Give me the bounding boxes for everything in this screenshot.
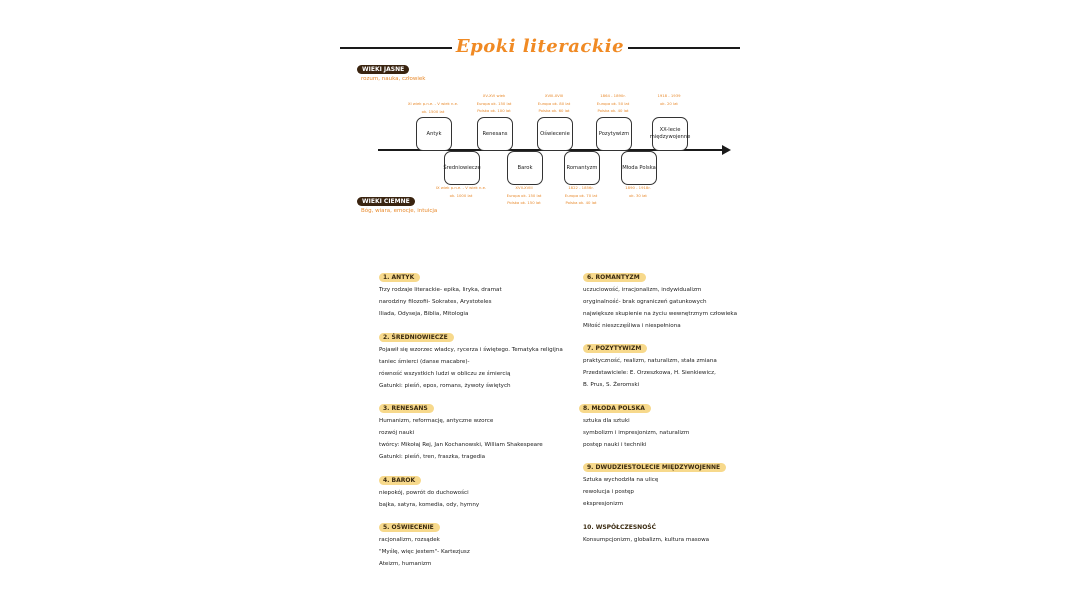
section-pozytywizm: 7. POZYTYWIZM praktyczność, realizm, naturalizm, stała zmiana Przedstawiciele: E. Orzeszkowa, H. Sienkiewicz, B. Prus, S. Żeromski	[583, 345, 717, 388]
section-oswiecenie: 5. OŚWIECENIE racjonalizm, rozsądek "Myślę, więc jestem"- Kartezjusz Ateizm, humanizm	[379, 524, 470, 567]
section-barok: 4. BAROK niepokój, powrót do duchowości bajka, satyra, komedia, ody, hymny	[379, 477, 480, 508]
timeline-box-oswiecenie: Oświecenie	[537, 117, 573, 151]
dark-ages-subtitle: Bóg, wiara, emocje, intuicja	[361, 208, 438, 214]
timeline-box-romantyzm: Romantyzm	[564, 151, 600, 185]
section-heading: 10. WSPÓŁCZESNOŚĆ	[583, 524, 657, 531]
timeline-date: 1918 - 1939 ok. 20 lat	[657, 93, 681, 106]
section-mloda-polska: 8. MŁODA POLSKA sztuka dla sztuki symbolizm i impresjonizm, naturalizm postęp nauki i techniki	[579, 403, 689, 451]
section-dwudziestolecie: 9. DWUDZIESTOLECIE MIĘDZYWOJENNE Sztuka wychodziła na ulicę rewolucja i postęp ekspresjonizm	[583, 462, 726, 510]
section-heading: 7. POZYTYWIZM	[583, 344, 647, 353]
timeline-box-mloda-polska: Młoda Polska	[621, 151, 657, 185]
section-wspolczesnosc: 10. WSPÓŁCZESNOŚĆ Konsumpcjonizm, globalizm, kultura masowa	[583, 524, 710, 543]
bright-ages-subtitle: rozum, nauka, człowiek	[361, 76, 426, 82]
section-heading: 3. RENESANS	[379, 404, 434, 413]
timeline-box-pozytywizm: Pozytywizm	[596, 117, 632, 151]
timeline-arrow-icon	[722, 145, 731, 155]
timeline-box-sredniowiecze: Średniowiecze	[444, 151, 480, 185]
timeline-box-antyk: Antyk	[416, 117, 452, 151]
timeline-date: 1864 - 1890r. Europa ok. 50 lat Polska ok. 40 lat	[596, 93, 630, 113]
section-heading: 9. DWUDZIESTOLECIE MIĘDZYWOJENNE	[583, 463, 726, 472]
section-heading: 1. ANTYK	[379, 273, 420, 282]
timeline-box-renesans: Renesans	[477, 117, 513, 151]
timeline-box-barok: Barok	[507, 151, 543, 185]
section-renesans: 3. RENESANS Humanizm, reformację, antyczne wzorce rozwój nauki twórcy: Mikołaj Rej, Jan Kochanowski, William Shakespeare Gatunki: pieśń, tren, fraszka, tragedia	[379, 405, 543, 460]
timeline-date: XV-XVI wiek Europa ok. 150 lat Polska ok. 100 lat	[476, 93, 512, 113]
timeline-date: IX wiek p.n.e. - V wiek n.e. ok. 1000 lat	[435, 185, 487, 198]
section-heading: 4. BAROK	[379, 476, 421, 485]
section-antyk: 1. ANTYK Trzy rodzaje literackie- epika, liryka, dramat narodziny filozofii- Sokrates, Arystoteles Iliada, Odyseja, Biblia, Mitologia	[379, 274, 502, 317]
section-romantyzm: 6. ROMANTYZM uczuciowość, irracjonalizm, indywidualizm oryginalność- brak ograniczeń gatunkowych największe skupienie na życiu wewnętrznym człowieka Miłość nieszczęśliwa i niespełniona	[583, 274, 738, 329]
timeline-date: XVIII-XVIII Europa ok. 80 lat Polska ok. 60 lat	[537, 93, 571, 113]
page-title: Epoki literackie	[0, 36, 1080, 57]
bright-ages-tag: WIEKI JASNE	[357, 65, 409, 74]
section-heading: 5. OŚWIECENIE	[379, 523, 440, 532]
timeline-date: 1890 - 1918r. ok. 30 lat	[625, 185, 651, 198]
dark-ages-tag: WIEKI CIEMNE	[357, 197, 415, 206]
section-heading: 2. ŚREDNIOWIECZE	[379, 333, 454, 342]
timeline-date: 1822 - 1856r. Europa ok. 70 lat Polska ok. 40 lat	[564, 185, 598, 205]
timeline-box-dwudziestolecie: XX-lecie międzywojenne	[652, 117, 688, 151]
timeline-date: XVII-XVIII Europa ok. 150 lat Polska ok. 150 lat	[506, 185, 542, 205]
section-heading: 8. MŁODA POLSKA	[579, 404, 651, 413]
section-sredniowiecze: 2. ŚREDNIOWIECZE Pojawił się wzorzec władcy, rycerza i świętego. Tematyka religijna taniec śmierci (danse macabre)- równość wszystkich ludzi w obliczu ze śmiercią Gatunki: pieśń, epos, romans, żywoty świętych	[379, 334, 563, 389]
section-heading: 6. ROMANTYZM	[583, 273, 646, 282]
timeline-date: XI wiek p.n.e. - V wiek n.e. ok. 1500 lat	[407, 101, 459, 114]
